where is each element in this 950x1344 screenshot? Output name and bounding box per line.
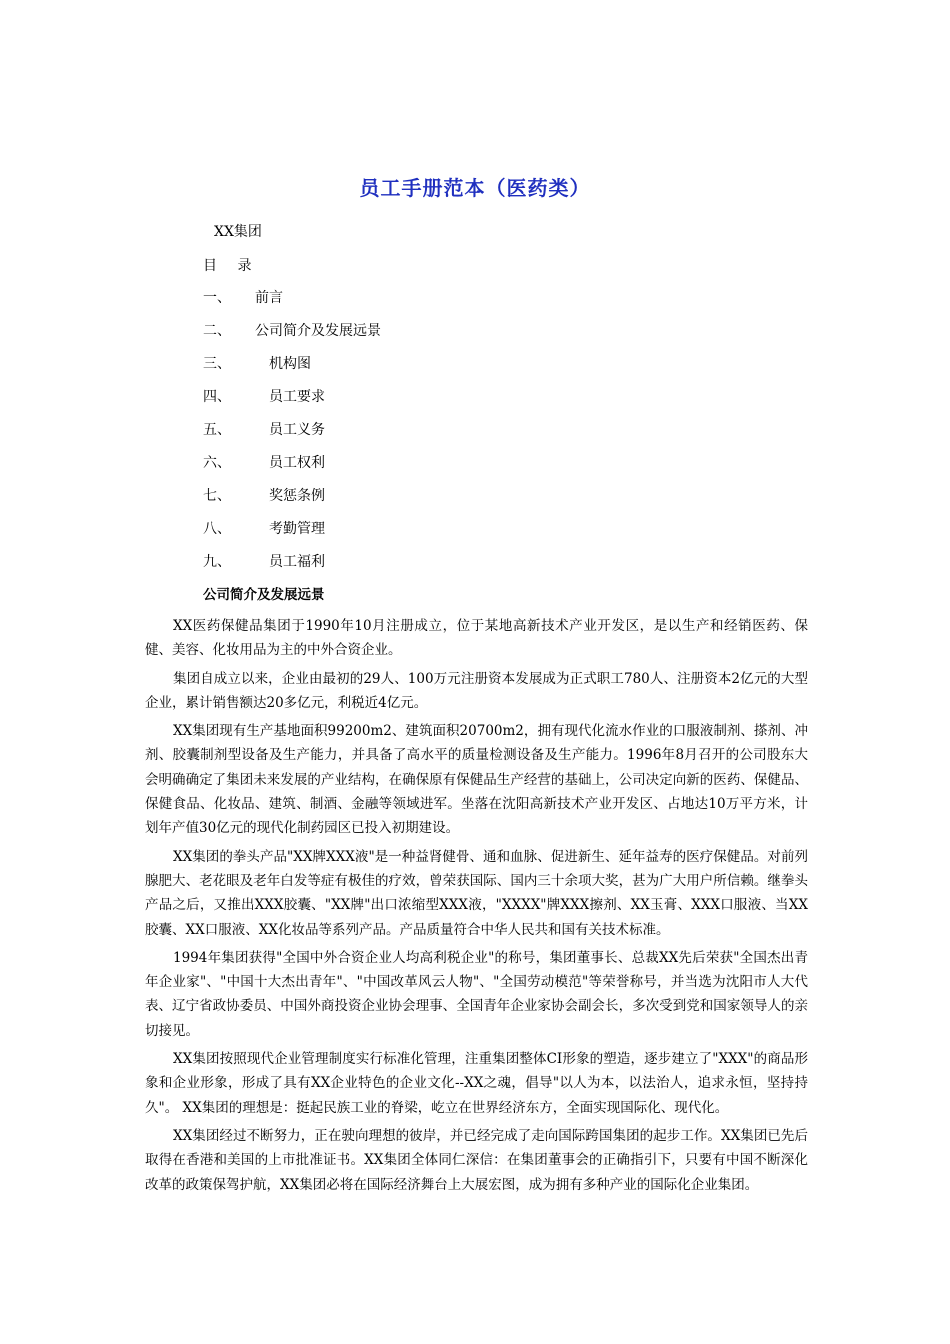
body-paragraph: XX医药保健品集团于1990年10月注册成立，位于某地高新技术产业开发区，是以生产和经销医药、保健、美容、化妆用品为主的中外合资企业。 [145, 618, 808, 659]
toc-item-label: 员工要求 [269, 389, 325, 405]
toc-item [203, 321, 603, 354]
toc-item-number: 七、 [203, 488, 231, 504]
toc-item-label: 员工权利 [269, 455, 325, 471]
toc-heading: 目 录 [203, 258, 260, 274]
body-paragraph: 1994年集团获得"全国中外合资企业人均高利税企业"的称号，集团董事长、总裁XX先后荣获"全国杰出青年企业家"、"中国十大杰出青年"、"中国改革风云人物"、"全国劳动模范"等荣誉称号，并当选为沈阳市人大代表、辽宁省政协委员、中国外商投资企业协会理事、全国青年企业家协会副会长，多次受到党和国家领导人的亲切接见。 [145, 949, 808, 1039]
toc-item-label: 员工福利 [269, 554, 325, 570]
body-paragraph: XX集团现有生产基地面积99200m2、建筑面积20700m2，拥有现代化流水作业的口服液制剂、搽剂、冲剂、胶囊制剂型设备及生产能力，并具备了高水平的质量检测设备及生产能力。1996年8月召开的公司股东大会明确确定了集团未来发展的产业结构，在确保原有保健品生产经营的基础上，公司决定向新的医药、保健品、保健食品、化妆品、建筑、制酒、金融等领域进军。坐落在沈阳高新技术产业开发区、占地达10万平方米，计划年产值30亿元的现代化制药园区已投入初期建设。 [145, 723, 808, 837]
table-of-contents [203, 288, 603, 585]
toc-item [203, 387, 603, 420]
document-title: 员工手册范本（医药类） [359, 176, 591, 200]
toc-item-label: 公司简介及发展远景 [255, 323, 381, 339]
toc-item-number: 八、 [203, 521, 231, 537]
toc-item-label: 员工义务 [269, 422, 325, 438]
toc-item-number: 三、 [203, 356, 231, 372]
body-paragraph: XX集团按照现代企业管理制度实行标准化管理，注重集团整体CI形象的塑造，逐步建立了"XXX"的商品形象和企业形象，形成了具有XX企业特色的企业文化--XX之魂，倡导"以人为本，以法治人，追求永恒，坚持持久"。 XX集团的理想是：挺起民族工业的脊梁，屹立在世界经济东方，全面实现国际化、现代化。 [145, 1051, 808, 1116]
toc-item [203, 486, 603, 519]
body-paragraph: XX集团经过不断努力，正在驶向理想的彼岸，并已经完成了走向国际跨国集团的起步工作。XX集团已先后取得在香港和美国的上市批准证书。XX集团全体同仁深信：在集团董事会的正确指引下，只要有中国不断深化改革的政策保驾护航，XX集团必将在国际经济舞台上大展宏图，成为拥有多种产业的国际化企业集团。 [145, 1127, 808, 1193]
body-paragraph: XX集团的拳头产品"XX牌XXX液"是一种益肾健骨、通和血脉、促进新生、延年益寿的医疗保健品。对前列腺肥大、老花眼及老年白发等症有极佳的疗效，曾荣获国际、国内三十余项大奖，甚为广大用户所信赖。继拳头产品之后，又推出XXX胶囊、"XX牌"出口浓缩型XXX液，"XXXX"牌XXX擦剂、XX玉膏、XXX口服液、当XX胶囊、XX口服液、XX化妆品等系列产品。产品质量符合中华人民共和国有关技术标准。 [145, 848, 808, 938]
toc-item [203, 288, 603, 321]
toc-item-number: 九、 [203, 554, 231, 570]
body-paragraph: 集团自成立以来，企业由最初的29人、100万元注册资本发展成为正式职工780人、注册资本2亿元的大型企业，累计销售额达20多亿元，利税近4亿元。 [145, 670, 808, 711]
toc-item [203, 420, 603, 453]
section-heading: 公司简介及发展远景 [203, 587, 325, 603]
toc-item-number: 六、 [203, 455, 231, 471]
toc-item-label: 考勤管理 [269, 521, 325, 537]
toc-item [203, 354, 603, 387]
toc-item-number: 四、 [203, 389, 231, 405]
toc-item-label: 奖惩条例 [269, 488, 325, 504]
toc-item-number: 五、 [203, 422, 231, 438]
toc-item [203, 552, 603, 585]
toc-item [203, 519, 603, 552]
section-body [145, 614, 808, 1201]
company-name: XX集团 [214, 224, 262, 240]
toc-item-label: 前言 [255, 290, 283, 306]
toc-item-label: 机构图 [269, 356, 311, 372]
toc-item-number: 二、 [203, 323, 231, 339]
toc-item [203, 453, 603, 486]
toc-item-number: 一、 [203, 290, 231, 306]
